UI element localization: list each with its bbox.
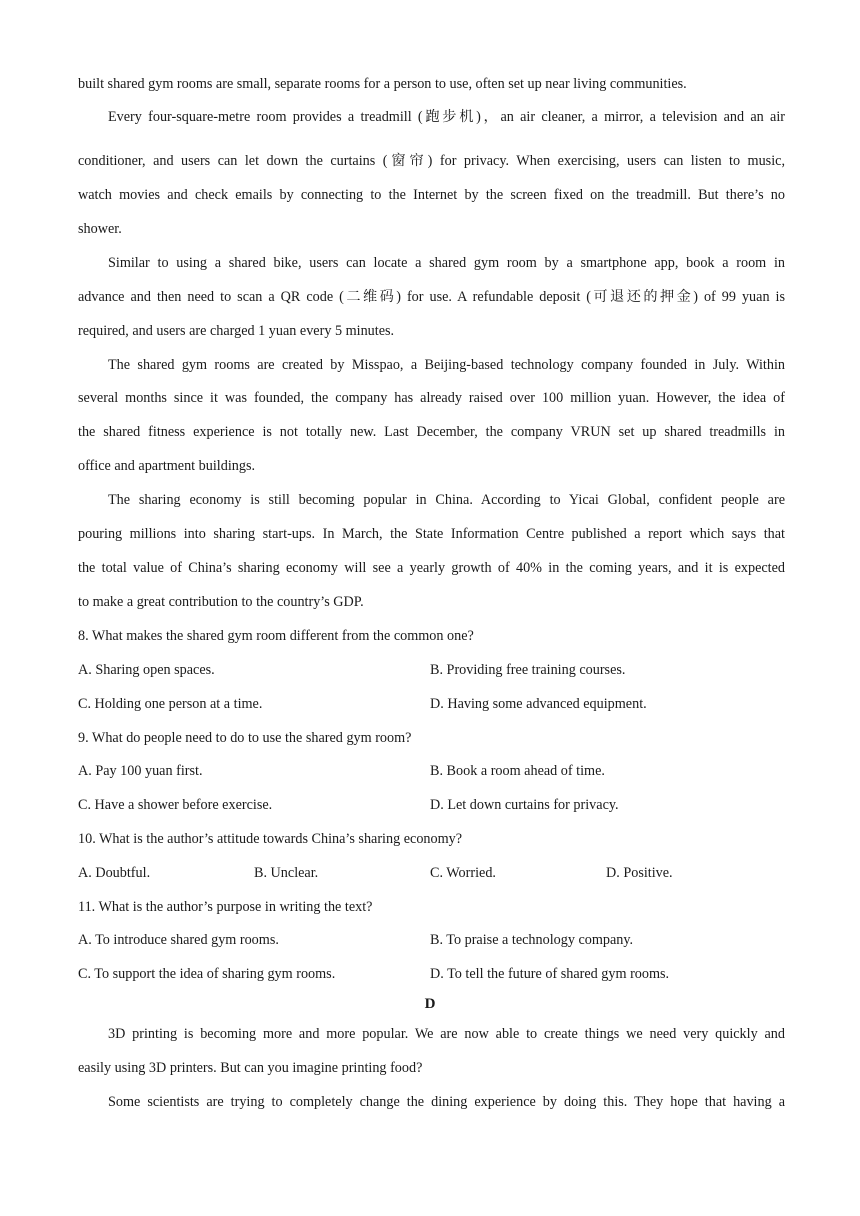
- paragraph-line: The shared gym rooms are created by Misspao, a Beijing-based technology company founded in July. Within: [108, 357, 785, 373]
- question-stem: 11. What is the author’s purpose in writing the text?: [78, 899, 373, 915]
- option-a: A. Sharing open spaces.: [78, 662, 215, 678]
- paragraph-line: The sharing economy is still becoming popular in China. According to Yicai Global, confident people are: [108, 492, 785, 508]
- option-a: A. Pay 100 yuan first.: [78, 763, 203, 779]
- option-d: D. To tell the future of shared gym rooms.: [430, 966, 670, 982]
- paragraph-line: office and apartment buildings.: [78, 458, 256, 474]
- paragraph-line: Every four-square-metre room provides a treadmill (跑步机)，an air cleaner, a mirror, a television and an air: [108, 109, 785, 125]
- section-heading: D: [424, 996, 436, 1012]
- question-stem: 9. What do people need to do to use the shared gym room?: [78, 730, 412, 746]
- option-d: D. Let down curtains for privacy.: [430, 797, 619, 813]
- option-c: C. Holding one person at a time.: [78, 696, 263, 712]
- option-c: C. To support the idea of sharing gym rooms.: [78, 966, 336, 982]
- option-b: B. To praise a technology company.: [430, 932, 634, 948]
- paragraph-line: several months since it was founded, the company has already raised over 100 million yuan. However, the idea of: [78, 390, 785, 406]
- question-stem: 10. What is the author’s attitude towards China’s sharing economy?: [78, 831, 463, 847]
- option-c: C. Have a shower before exercise.: [78, 797, 273, 813]
- option-a: A. To introduce shared gym rooms.: [78, 932, 279, 948]
- paragraph-line: the shared fitness experience is not totally new. Last December, the company VRUN set up shared treadmills in: [78, 424, 785, 440]
- paragraph-line: watch movies and check emails by connecting to the Internet by the screen fixed on the treadmill. But there’s no: [78, 187, 785, 203]
- option-c: C. Worried.: [430, 865, 496, 881]
- paragraph-line: to make a great contribution to the country’s GDP.: [78, 594, 364, 610]
- option-b: B. Book a room ahead of time.: [430, 763, 605, 779]
- question-stem: 8. What makes the shared gym room different from the common one?: [78, 628, 474, 644]
- paragraph-line: shower.: [78, 221, 122, 237]
- paragraph-line: 3D printing is becoming more and more popular. We are now able to create things we need very quickly and: [108, 1026, 785, 1042]
- paragraph-line: required, and users are charged 1 yuan every 5 minutes.: [78, 323, 395, 339]
- paragraph-line: advance and then need to scan a QR code (二维码) for use. A refundable deposit (可退还的押金) of 99 yuan is: [78, 289, 785, 305]
- option-a: A. Doubtful.: [78, 865, 151, 881]
- option-d: D. Positive.: [606, 865, 673, 881]
- paragraph-line: the total value of China’s sharing economy will see a yearly growth of 40% in the coming years, and it is expected: [78, 560, 785, 576]
- option-b: B. Providing free training courses.: [430, 662, 626, 678]
- option-b: B. Unclear.: [254, 865, 319, 881]
- paragraph-line: Similar to using a shared bike, users can locate a shared gym room by a smartphone app, book a room in: [108, 255, 785, 271]
- passage-line: built shared gym rooms are small, separate rooms for a person to use, often set up near living communities.: [78, 76, 687, 92]
- paragraph-line: pouring millions into sharing start-ups. In March, the State Information Centre published a report which says that: [78, 526, 785, 542]
- paragraph-line: Some scientists are trying to completely change the dining experience by doing this. They hope that having a: [108, 1094, 785, 1110]
- option-d: D. Having some advanced equipment.: [430, 696, 647, 712]
- paragraph-line: conditioner, and users can let down the curtains (窗帘) for privacy. When exercising, users can listen to music,: [78, 153, 785, 169]
- paragraph-line: easily using 3D printers. But can you imagine printing food?: [78, 1060, 423, 1076]
